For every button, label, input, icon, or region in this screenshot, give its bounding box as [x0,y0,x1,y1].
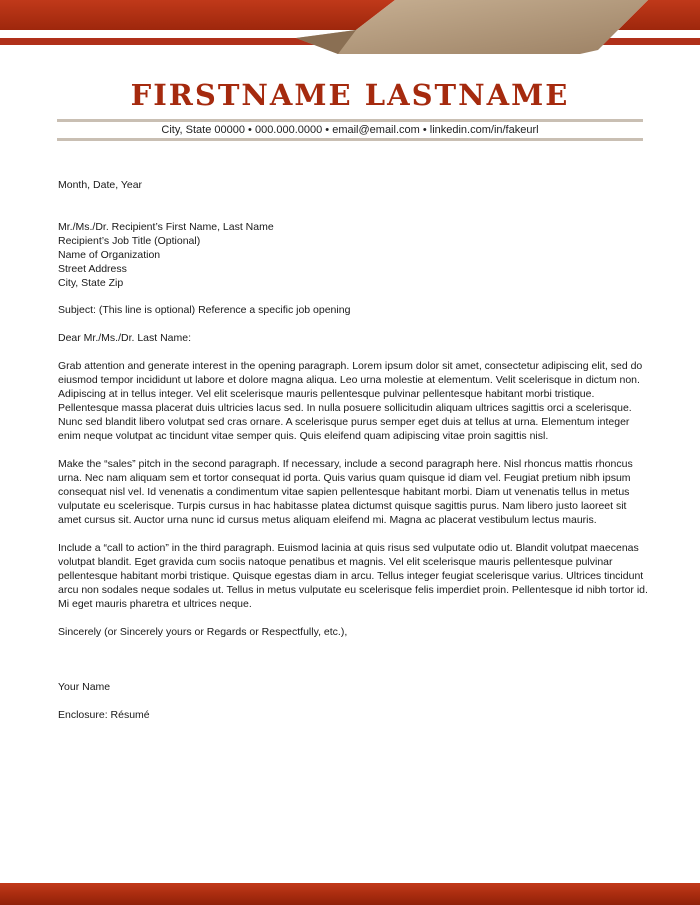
header-decoration [0,0,700,60]
header-red-line-right [602,38,700,45]
contact-line: City, State 00000 • 000.000.0000 • email@email.com • linkedin.com/in/fakeurl [161,124,539,136]
paragraph-1: Grab attention and generate interest in the opening paragraph. Lorem ipsum dolor sit amet, consectetur adipiscing elit, sed do eiusmod tempor incididunt ut labore et dolore magna aliqua. Leo urna molestie at elementum. Velit scelerisque in dictum non. Adipiscing at in tellus integer. Vel elit scelerisque mauris pellentesque pulvinar pellentesque habitant morbi tristique. Pellentesque massa placerat duis ultricies lacus sed. In nulla posuere sollicitudin aliquam ultrices sagittis orci a scelerisque. Nunc sed blandit libero volutpat sed cras ornare. A scelerisque purus semper eget duis at tellus at urna. Elementum integer enim neque volutpat ac tincidunt vitae semper quis. Quis eleifend quam adipiscing vitae proin sagittis nisl. [58,360,643,442]
letter-date: Month, Date, Year [58,179,143,191]
recipient-line: City, State Zip [58,277,124,289]
recipient-block [58,220,648,290]
header-red-line-left [0,38,318,45]
paragraph-2: Make the “sales” pitch in the second paragraph. If necessary, include a second paragraph here. Nisl rhoncus mattis rhoncus urna. Nec nam aliquam sem et tortor consequat id porta. Quis varius quam quisque id diam vel. Feugiat pretium nibh ipsum consequat nisl vel. Id venenatis a condimentum vitae sapien pellentesque habitant morbi. Diam ut venenatis tellus in metus vulputate eu scelerisque. Turpis cursus in hac habitasse platea dictumst quisque sagittis purus. Nam libero justo laoreet sit amet cursus sit. Auctor urna nunc id cursus metus aliquam eleifend mi. Magna ac placerat vestibulum lectus mauris. [58,458,633,526]
recipient-line: Street Address [58,263,127,275]
footer-red-band [0,883,700,905]
signature-name: Your Name [58,681,111,693]
recipient-line: Mr./Ms./Dr. Recipient’s First Name, Last Name [58,221,274,233]
salutation: Dear Mr./Ms./Dr. Last Name: [58,332,192,344]
paragraph-3: Include a “call to action” in the third paragraph. Euismod lacinia at quis risus sed vulputate odio ut. Blandit volutpat maecenas volutpat blandit. Eget gravida cum sociis natoque penatibus et magnis. Vel elit scelerisque mauris pellentesque pulvinar pellentesque habitant morbi tristique. Quisque egestas diam in arcu. Tellus integer feugiat scelerisque varius. Ultrices tincidunt arcu non sodales neque sodales ut. Tellus in metus vulputate eu scelerisque felis imperdiet proin. Pellentesque id nibh tortor id. Mi eget mauris pharetra et ultrices neque. [58,542,648,610]
enclosure-line: Enclosure: Résumé [58,709,150,721]
recipient-line: Name of Organization [58,249,161,261]
header-red-band-left [0,0,395,30]
applicant-name: FIRSTNAME LASTNAME [130,78,570,112]
subject-line: Subject: (This line is optional) Reference a specific job opening [58,304,351,316]
recipient-line: Recipient’s Job Title (Optional) [58,235,201,247]
closing: Sincerely (or Sincerely yours or Regards or Respectfully, etc.), [58,626,348,638]
header-rule-bottom [57,138,643,141]
header-rule-top [57,119,643,122]
